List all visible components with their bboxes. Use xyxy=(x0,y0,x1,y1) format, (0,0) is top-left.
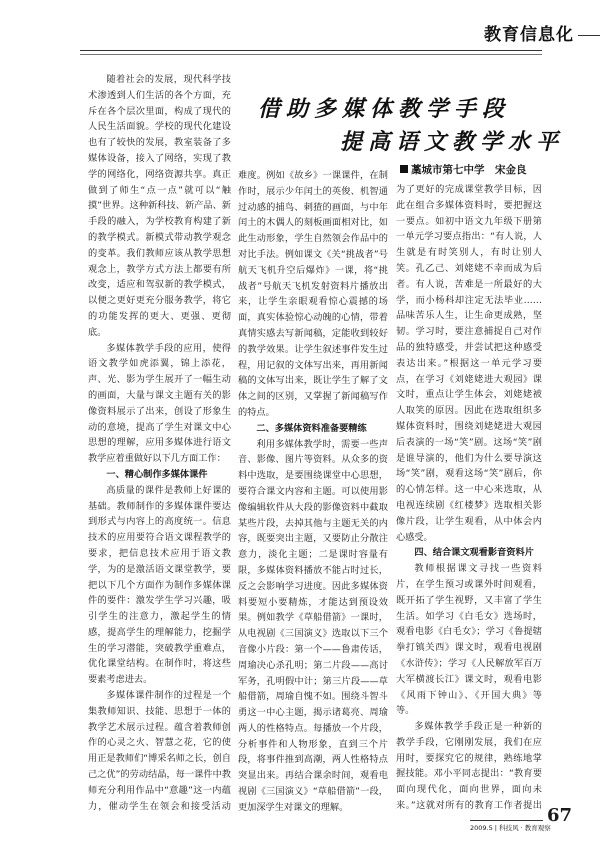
author-byline xyxy=(400,162,527,177)
header-rule-thin xyxy=(80,54,542,55)
section-heading: 一、精心制作多媒体课件 xyxy=(106,468,208,480)
section-title: 教育信息化 xyxy=(484,20,600,45)
text-column-2 xyxy=(238,168,388,813)
footer-rule xyxy=(470,820,543,821)
page-number: 67 xyxy=(547,805,573,826)
section-heading: 二、多媒体资料准备要精练 xyxy=(256,422,367,434)
paragraph: 多媒体课件制作的过程是一个集教师知识、技能、思想于一体的教学艺术展示过程。蕴含着教师创作的心灵之火、智慧之花，它的使用正是教师们“博采名师之长，创自己之优”的劳动结晶，每一课件中教师充分利用作品中“意趣”这一内蕴力，催动学生在领会和接受活动 xyxy=(88,690,231,812)
header-rule xyxy=(80,50,542,51)
paragraph: 多媒体教学手段的应用，使得语文教学如虎添翼，锦上添花，声、光、影为学生展开了一幅生动的画面，大量与课文主题有关的影像资料展示了出来，创设了形象生动的意境，提高了学生对课文中心思想的理解，应用多媒体进行语文教学应着重做好以下几方面工作： xyxy=(88,342,231,465)
paragraph: 难度。例如《故乡》一课课件，在制作时，展示少年闰土的英俊、机智通过动感的捕鸟、刺猹的画面，与中年闰土的木偶人的刻板画面相对比，如此生动形象，学生自然领会作品中的对比手法。例如课文《关“挑战者”号航天飞机升空后爆炸》一课，将“挑战者”号航天飞机发射资料片播放出来，让学生亲眼观看惊心震撼的场面，真实体验惊心动魄的心情，带着真情实感去写新闻稿，定能收到较好的教学效果。让学生叙述事件发生过程，用记叙的文体写出来，再用新闻稿的文体写出来，既让学生了解了文体之间的区别，又掌握了新闻稿写作的特点。 xyxy=(238,170,388,418)
text-column-3 xyxy=(396,182,542,812)
article-title-line2: 提高语文教学水平 xyxy=(340,129,565,155)
paragraph: 随着社会的发展，现代科学技术渗透到人们生活的各个方面，充斥在各个层次里面，构成了现代的人民生活面貌。学校的现代化建设也有了较快的发展，教室装备了多媒体设备，接入了网络，实现了教学的网络化，网络资源共享。真正做到了师生“点一点”就可以“触摸”世界。这种新科技、新产品、新手段的融入，为学校教育构建了新的教学模式。新模式带动教学观念的变革。我们教师应该从教学思想观念上，教学方式方法上都要有所改变，适应和驾驭新的教学模式，以便之更好更充分服务教学，将它的功能发挥的更大、更强、更彻底。 xyxy=(88,74,231,338)
article-title-line1: 借助多媒体教学手段 xyxy=(258,96,511,122)
author-name: 藁城市第七中学 宋金良 xyxy=(411,164,527,176)
paragraph: 为了更好的完成课堂教学目标，因此在组合多媒体资料时，要把握这一要点。如初中语文九年级下册第一单元学习要点指出：“有人说，人生就是有时笑别人，有时让别人笑。孔乙己、刘姥姥不幸而成为后者。有人说，苦难是一所最好的大学，而小杨科却注定无法毕业……品味苦乐人生，让生命更成熟，坚韧。学习时，要注意捕捉自己对作品的独特感受，并尝试把这种感受表达出来。”根据这一单元学习要点，在学习《刘姥姥进大观园》课文时，重点让学生体会，刘姥姥被人取笑的原因。因此在选取组织多媒体资料时，围绕刘姥姥进大观园后表演的一场“笑”剧。这场“笑”剧是谁导演的，他们为什么要导演这场“笑”剧，观看这场“笑”剧后，你的心情怎样。这一中心来选取，从电视连续剧《红楼梦》选取相关影像片段，让学生观看，从中体会内心感受。 xyxy=(396,184,542,543)
section-heading: 四、结合课文观看影音资料片 xyxy=(414,547,534,559)
issue-info: 2009.5 | 科技风 · 教育观察 xyxy=(470,824,551,832)
square-bullet-icon xyxy=(400,165,408,173)
paragraph: 高质量的课件是教师上好课的基础。教师制作的多媒体课件要达到形式与内容上的高度统一。信息技术的应用要符合语文课程教学的要求，把信息技术应用于语文教学，为的是激活语文课堂教学，要把以下几个方面作为制作多媒体课件的要件：激发学生学习兴趣，吸引学生的注意力，激起学生的情感，提高学生的理解能力，挖掘学生的学习潜能，突破教学重难点，优化课堂结构。在制作时，将这些要素考虑进去。 xyxy=(88,484,231,686)
text-column-1 xyxy=(88,72,231,812)
paragraph: 多媒体教学手段正是一种新的教学手段，它刚刚发展，我们在应用时，要探究它的规律，熟练地掌握技能。邓小平同志提出：“教育要面向现代化，面向世界，面向未来。”这就对所有的教育工作者提出 xyxy=(396,721,542,812)
paragraph: 利用多媒体教学时，需要一些声音、影像、图片等资料。从众多的资料中选取，是要围绕课堂中心思想，要符合课文内容和主题。可以使用影像编辑软件从大段的影像资料中截取某些片段，去掉其他与主题无关的内容，既要突出主题，又要防止分散注意力，淡化主题；二是课时容量有限，多媒体资料播放不能占时过长，反之会影响学习进度。因此多媒体资料要短小要精炼，才能达到预设效果。例如教学《草船借箭》一课时，从电视剧《三国演义》选取以下三个音像小片段：第一个——鲁肃传话，周瑜决心杀孔明；第二片段——高讨军务，孔明假中计；第三片段——草船借箭，周瑜自愧不如。围绕斗智斗勇这一中心主题，揭示诸葛亮、周瑜两人的性格特点。每播放一个片段，分析事件和人物形象，直到三个片段，将事件推到高潮，两人性格特点突显出来。再结合课余时间，观看电视剧《三国演义》“草船借箭”一段，更加深学生对课文的理解。 xyxy=(238,438,388,813)
paragraph: 教师根据课文寻找一些资料片，在学生预习或课外时间观看，既开拓了学生视野，又丰富了学生生活。如学习《白毛女》选场时，观看电影《白毛女》；学习《鲁提辖拳打镇关西》课文时，观看电视剧《水浒传》；学习《人民解放军百万大军横渡长江》课文时，观看电影《风雨下钟山》、《开国大典》等等。 xyxy=(396,563,542,717)
